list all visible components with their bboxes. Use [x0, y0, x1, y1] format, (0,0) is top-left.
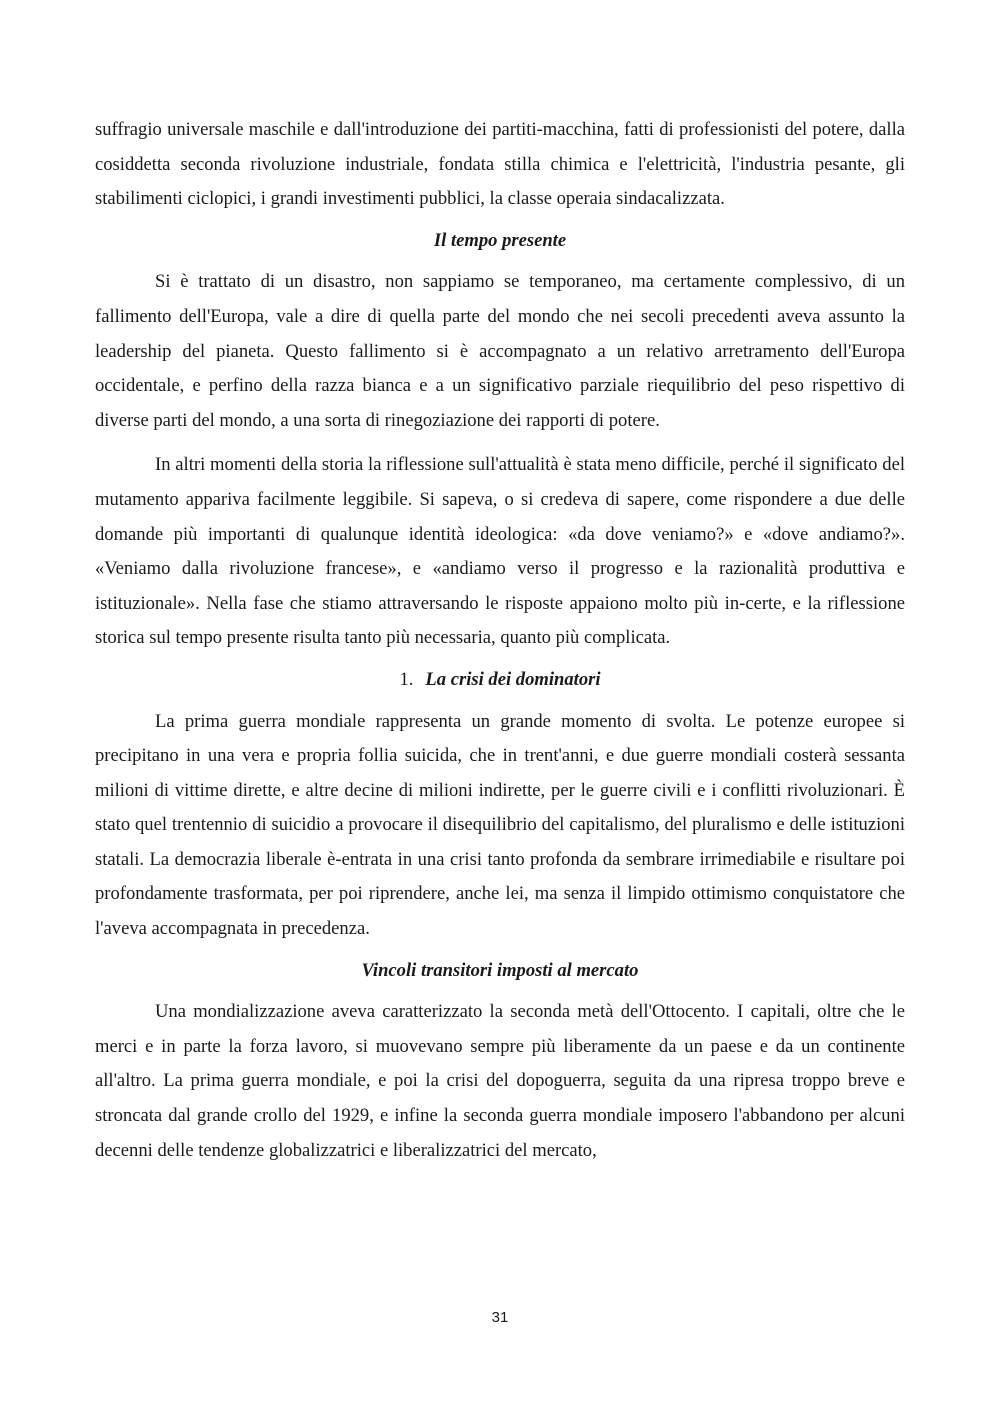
paragraph-prima-guerra: La prima guerra mondiale rappresenta un grande momento di svolta. Le potenze europee si precipitano in una vera e propria follia suicida, che in trent'anni, e due guerre mondiali costerà sessanta milioni di vittime dirette, e altre decine di milioni indirette, per le guerre civili e i conflitti rivoluzionari. È stato quel trentennio di suicidio a provocare il disequilibrio del capitalismo, del pluralismo e delle istituzioni statali. La democrazia liberale è-entrata in una crisi tanto profonda da sembrare irrimediabile e risultare poi profondamente trasformata, per poi riprendere, anche lei, ma senza il limpido ottimismo conquistatore che l'aveva accompagnata in precedenza.: [95, 710, 905, 940]
section-heading-vincoli-transitori: [95, 954, 905, 989]
heading-number: 1.: [399, 668, 414, 690]
heading-text: Vincoli transitori imposti al mercato: [361, 959, 639, 981]
paragraph-continuation: suffragio universale maschile e dall'introduzione dei partiti-macchina, fatti di professionisti del potere, dalla cosiddetta seconda rivoluzione industriale, fondata stilla chimica e l'elettricità, l'industria pesante, gli stabilimenti ciclopici, i grandi investimenti pubblici, la classe operaia sindacalizzata.: [95, 119, 905, 210]
page-number: 31: [491, 1309, 509, 1326]
heading-text: Il tempo presente: [433, 229, 567, 251]
section-heading-crisi-dominatori: [95, 663, 905, 698]
paragraph-disastro: Si è trattato di un disastro, non sappiamo se temporaneo, ma certamente complessivo, di un fallimento dell'Europa, vale a dire di quella parte del mondo che nei secoli precedenti aveva assunto la leadership del pianeta. Questo fallimento si è accompagnato a un relativo arretramento dell'Europa occidentale, e perfino della razza bianca e a un significativo parziale riequilibrio del peso rispettivo di diverse parti del mondo, a una sorta di rinegoziazione dei rapporti di potere.: [95, 271, 905, 431]
paragraph-altri-momenti: In altri momenti della storia la riflessione sull'attualità è stata meno difficile, perché il significato del mutamento appariva facilmente leggibile. Si sapeva, o si credeva di sapere, come rispondere a due delle domande più importanti di qualunque identità ideologica: «da dove veniamo?» e «dove andiamo?». «Veniamo dalla rivoluzione francese», e «andiamo verso il progresso e la razionalità produttiva e istituzionale». Nella fase che stiamo attraversando le risposte appaiono molto più in-certe, e la riflessione storica sul tempo presente risulta tanto più necessaria, quanto più complicata.: [95, 454, 905, 649]
heading-text: La crisi dei dominatori: [425, 668, 601, 690]
page-body: [95, 113, 905, 1168]
paragraph-mondializzazione: Una mondializzazione aveva caratterizzato la seconda metà dell'Ottocento. I capitali, oltre che le merci e in parte la forza lavoro, si muovevano sempre più liberamente da un paese e da un continente all'altro. La prima guerra mondiale, e poi la crisi del dopoguerra, seguita da una ripresa troppo breve e stroncata dal grande crollo del 1929, e infine la seconda guerra mondiale imposero l'abbandono per alcuni decenni delle tendenze globalizzatrici e liberalizzatrici del mercato,: [95, 1001, 905, 1161]
section-heading-il-tempo-presente: [95, 224, 905, 259]
